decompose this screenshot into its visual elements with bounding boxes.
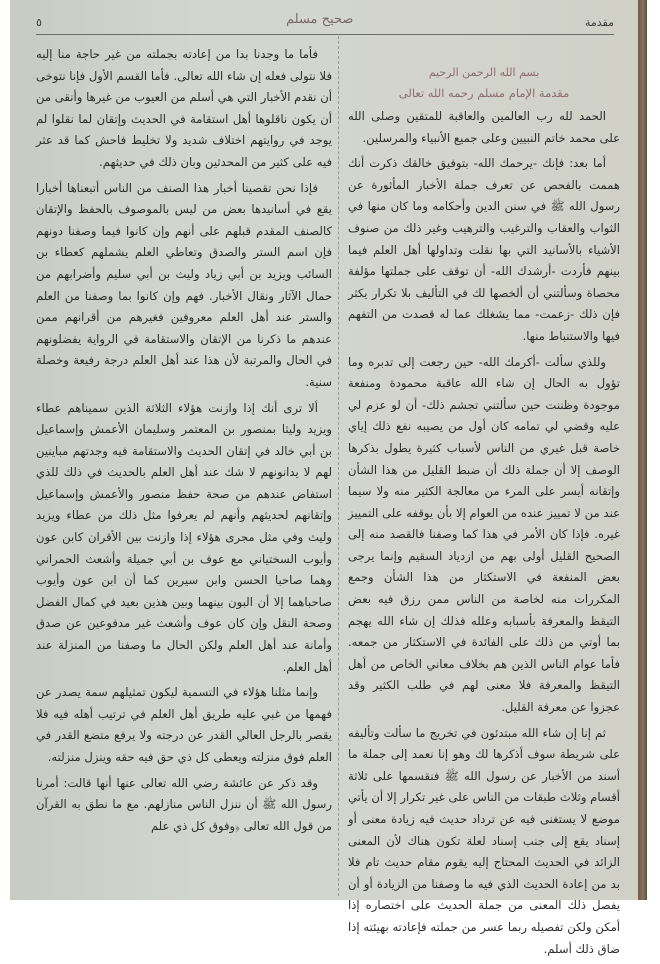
paragraph: فأما ما وجدنا بدا من إعادته بجملته من غير حاجة منا إليه فلا نتولى فعله إن شاء الله تعالى. فأما القسم الأول فإنا نتوخى أن نقدم الأخبار التي هي أسلم من العيوب من غيرها وأنقى من أن يكون ناقلوها أهل استقامة في الحديث وإتقان لما نقلوا لم يوجد في روايتهم اختلاف شديد ولا تخليط فاحش كما قد عثر فيه على كثير من المحدثين وبان ذلك في حديثهم. — [36, 47, 332, 169]
running-header — [36, 8, 614, 34]
page-binding-edge — [638, 0, 647, 900]
paragraph: أما بعد: فإنك -يرحمك الله- بتوفيق خالقك ذكرت أنك هممت بالفحص عن تعرف جملة الأخبار المأثورة عن رسول الله ﷺ في سنن الدين وأحكامه وما كان منها في الثواب والعقاب والترغيب والترهيب وغير ذلك من صنوف الأشياء بالأسانيد التي بها نقلت وتداولها أهل العلم فيما بينهم فأردت -أرشدك الله- أن توقف على جملتها مؤلفة محصاة وسألتني أن ألخصها لك في التأليف بلا تكرار يكثر فإن ذلك -زعمت- مما يشغلك عما له قصدت من التفهم فيها والاستنباط منها. — [348, 156, 620, 343]
paragraph: فإذا نحن تقصينا أخبار هذا الصنف من الناس أتبعناها أخبارا يقع في أسانيدها بعض من ليس بالموصوف بالحفظ والإتقان كالصنف المقدم قبلهم على أنهم وإن كانوا فيما وصفنا دونهم فإن اسم الستر والصدق وتعاطي العلم يشملهم كعطاء بن السائب ويزيد بن أبي زياد وليث بن أبي سليم وأضرابهم من حمال الآثار ونقال الأخبار. فهم وإن كانوا بما وصفنا من العلم والستر عند أهل العلم معروفين فغيرهم من أقرانهم ممن عندهم ما ذكرنا من الإتقان والاستقامة في الرواية يفضلونهم في الحال والمرتبة لأن هذا عند أهل العلم درجة رفيعة وخصلة سنية. — [36, 180, 332, 389]
paragraph: وإنما مثلنا هؤلاء في التسمية ليكون تمثيلهم سمة يصدر عن فهمها من غبي عليه طريق أهل العلم في ترتيب أهله فيه فلا يقصر بالرجل العالي القدر عن درجته ولا يرفع متضع القدر في العلم فوق منزلته ويعطى كل ذي حق فيه حقه وينزل منزلته. — [36, 685, 332, 764]
header-rule — [36, 34, 614, 35]
right-column — [348, 64, 620, 964]
column-divider — [338, 36, 340, 896]
paragraph: ألا ترى أنك إذا وازنت هؤلاء الثلاثة الذين سميناهم عطاء ويزيد وليثا بمنصور بن المعتمر وسليمان الأعمش وإسماعيل بن أبي خالد في إتقان الحديث والاستقامة فيه وجدتهم مباينين لهم لا يدانونهم لا شك عند أهل العلم بالحديث في ذلك للذي استفاض عندهم من صحة حفظ منصور والأعمش وإسماعيل وإتقانهم لحديثهم وأنهم لم يعرفوا مثل ذلك من عطاء ويزيد وليث وفي مثل مجرى هؤلاء إذا وازنت بين الأقران كابن عون وأيوب السختياني مع عوف بن أبي جميلة وأشعث الحمراني وهما صاحبا الحسن وابن سيرين كما أن ابن عون وأيوب صاحباهما إلا أن البون بينهما وبين هذين بعيد في كمال الفضل وصحة النقل وإن كان عوف وأشعث غير مدفوعين عن صدق وأمانة عند أهل العلم ولكن الحال ما وصفنا من المنزلة عند أهل العلم. — [36, 400, 332, 674]
basmala: بسم الله الرحمن الرحيم — [428, 66, 540, 79]
section-label: مقدمة — [584, 16, 614, 29]
paragraph: وللذي سألت -أكرمك الله- حين رجعت إلى تدبره وما تؤول به الحال إن شاء الله عاقبة محمودة ومنفعة موجودة وظننت حين سألتني تجشم ذلك- أن لو عزم لي عليه وقضي لي تمامه كان أول من يصيبه نفع ذلك إياي خاصة قبل غيري من الناس لأسباب كثيرة يطول بذكرها الوصف إلا أن جملة ذلك أن ضبط القليل من هذا الشأن وإتقانه أيسر على المرء من معالجة الكثير منه ولا سيما عند من لا تمييز عنده من العوام إلا بأن يوقفه على التمييز غيره. فإذا كان الأمر في هذا كما وصفنا فالقصد منه إلى الصحيح القليل أولى بهم من ازدياد السقيم وإنما يرجى بعض المنفعة في الاستكثار من هذا الشأن وجمع المكررات منه لخاصة من الناس ممن رزق فيه بعض التيقظ والمعرفة بأسبابه وعلله فذلك إن شاء الله يهجم بما أوتي من ذلك على الفائدة في الاستكثار من جمعه. فأما عوام الناس الذين هم بخلاف معاني الخاص من أهل التيقظ والمعرفة فلا معنى لهم في طلب الكثير وقد عجزوا عن معرفة القليل. — [348, 354, 620, 715]
paragraph: ثم إنا إن شاء الله مبتدئون في تخريج ما سألت وتأليفه على شريطة سوف أذكرها لك وهو إنا نعمد إلى جملة ما أسند من الأخبار عن رسول الله ﷺ فنقسمها على ثلاثة أقسام وثلاث طبقات من الناس على غير تكرار إلا أن يأتي موضع لا يستغنى فيه عن ترداد حديث فيه زيادة معنى أو إسناد يقع إلى جنب إسناد لعلة تكون هناك لأن المعنى الزائد في الحديث المحتاج إليه يقوم مقام حديث تام فلا بد من إعادة الحديث الذي فيه ما وصفنا من الزيادة أو أن يفصل ذلك المعنى من جملة الحديث على اختصاره إذا أمكن ولكن تفصيله ربما عسر من جملته فإعادته بهيئته إذا ضاق ذلك أسلم. — [348, 725, 620, 956]
book-title: صحيح مسلم — [286, 12, 354, 27]
paragraph: الحمد لله رب العالمين والعاقبة للمتقين وصلى الله على محمد خاتم النبيين وعلى جميع الأنبياء والمرسلين. — [348, 109, 620, 145]
chapter-title: مقدمة الإمام مسلم رحمه الله تعالى — [398, 86, 570, 100]
left-column — [36, 44, 332, 841]
paragraph: وقد ذكر عن عائشة رضي الله تعالى عنها أنها قالت: أمرنا رسول الله ﷺ أن ننزل الناس منازلهم. مع ما نطق به القرآن من قول الله تعالى ﴿وفوق كل ذي علم — [36, 775, 332, 833]
page-number: ٥ — [36, 16, 42, 29]
